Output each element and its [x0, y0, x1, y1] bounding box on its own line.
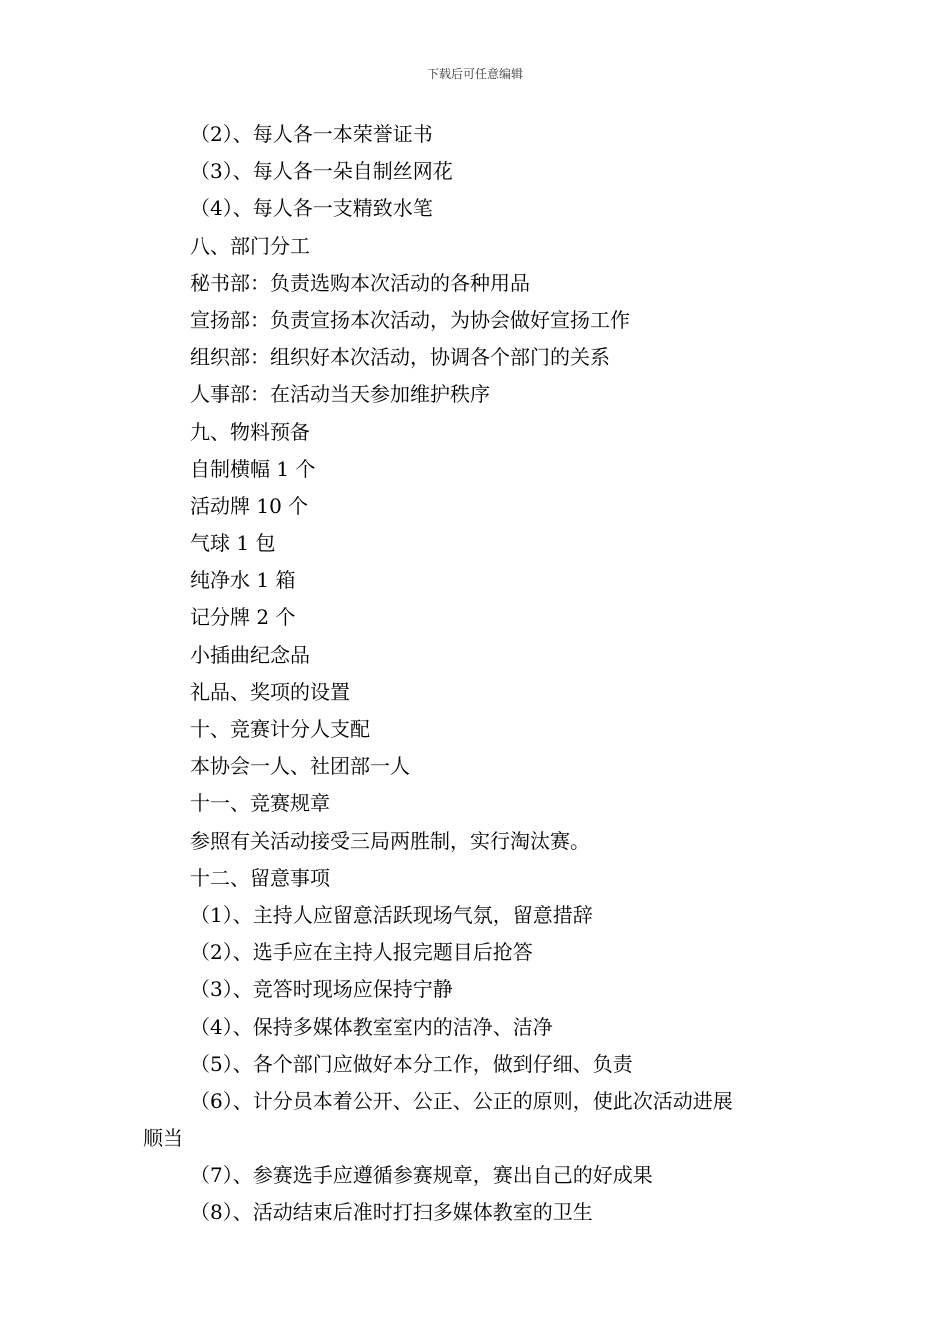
document-body — [143, 116, 833, 1232]
list-item: （5）、各个部门应做好本分工作，做到仔细、负责 — [190, 1051, 633, 1076]
list-item: （3）、每人各一朵自制丝网花 — [190, 159, 453, 184]
section-heading: 十、竞赛计分人支配 — [190, 717, 370, 741]
list-item: （1）、主持人应留意活跃现场气氛，留意措辞 — [190, 902, 593, 927]
section-heading: 十一、竞赛规章 — [190, 791, 330, 816]
list-item-continuation: 顺当 — [143, 1126, 183, 1151]
list-item: 自制横幅 1 个 — [190, 456, 316, 481]
list-item: （2）、选手应在主持人报完题目后抢答 — [190, 940, 533, 965]
list-item: （4）、保持多媒体教室室内的洁净、洁净 — [190, 1014, 553, 1039]
list-item: （7）、参赛选手应遵循参赛规章，赛出自己的好成果 — [190, 1163, 653, 1188]
list-item: 小插曲纪念品 — [190, 642, 310, 667]
list-item: （6）、计分员本着公开、公正、公正的原则，使此次活动进展 — [190, 1088, 733, 1113]
paragraph: 本协会一人、社团部一人 — [190, 754, 410, 779]
paragraph: 人事部：在活动当天参加维护秩序 — [190, 382, 490, 407]
page-header: 下载后可任意编辑 — [426, 67, 523, 81]
paragraph: 组织部：组织好本次活动，协调各个部门的关系 — [190, 345, 610, 370]
list-item: 记分牌 2 个 — [190, 605, 296, 630]
list-item: 气球 1 包 — [190, 531, 276, 556]
list-item: 活动牌 10 个 — [190, 493, 309, 518]
paragraph: 宣扬部：负责宣扬本次活动，为协会做好宣扬工作 — [190, 307, 630, 332]
section-heading: 十二、留意事项 — [190, 865, 330, 890]
paragraph: 参照有关活动接受三局两胜制，实行淘汰赛。 — [190, 828, 590, 853]
paragraph: 秘书部：负责选购本次活动的各种用品 — [190, 270, 530, 295]
list-item: （3）、竞答时现场应保持宁静 — [190, 977, 453, 1002]
list-item: 纯净水 1 箱 — [190, 568, 296, 593]
list-item: （4）、每人各一支精致水笔 — [190, 196, 433, 221]
list-item: （8）、活动结束后准时打扫多媒体教室的卫生 — [190, 1200, 593, 1225]
section-heading: 八、部门分工 — [190, 233, 310, 258]
section-heading: 九、物料预备 — [190, 419, 310, 444]
list-item: 礼品、奖项的设置 — [190, 679, 350, 704]
list-item: （2）、每人各一本荣誉证书 — [190, 122, 433, 146]
